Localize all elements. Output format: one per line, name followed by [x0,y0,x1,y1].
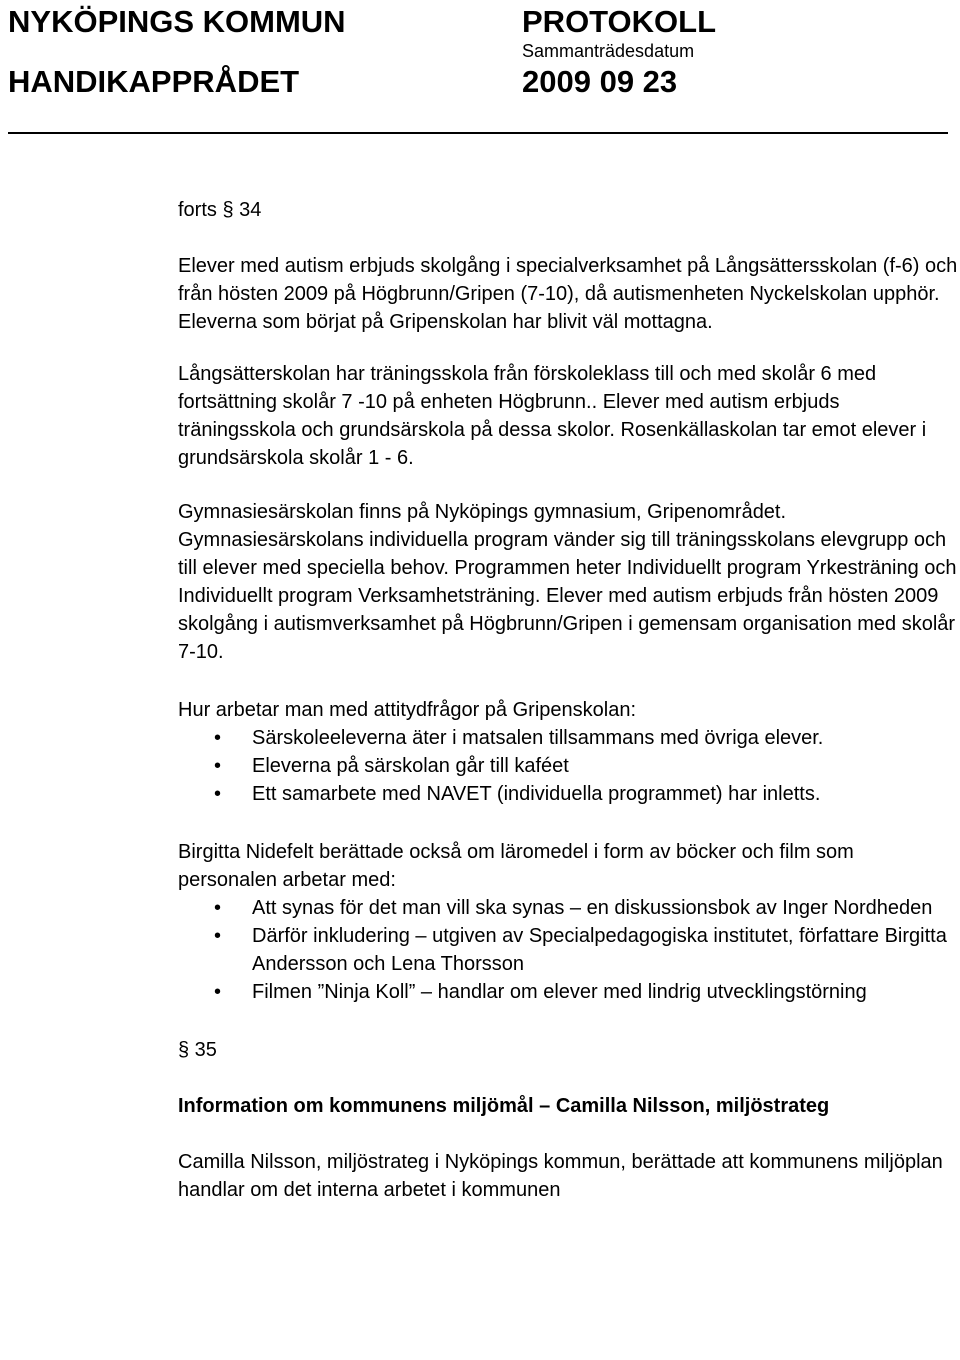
header-rule [8,132,948,134]
document-body [178,196,958,1204]
list-item: • Eleverna på särskolan går till kaféet [178,752,958,780]
meeting-date: 2009 09 23 [522,64,678,99]
bullet-icon: • [214,727,222,749]
bullet-icon: • [214,925,222,947]
bullet-icon: • [214,981,222,1003]
attitude-questions-intro: Hur arbetar man med attitydfrågor på Gripenskolan: [178,699,636,721]
teaching-materials-intro: Birgitta Nidefelt berättade också om läromedel i form av böcker och film som personalen arbetar med: [178,841,854,891]
document-type: PROTOKOLL [522,4,717,39]
attitude-list [178,724,958,808]
section-35-heading: Information om kommunens miljömål – Camilla Nilsson, miljöstrateg [178,1095,830,1117]
list-item: • Ett samarbete med NAVET (individuella programmet) har inletts. [178,780,958,808]
date-label: Sammanträdesdatum [522,41,695,61]
bullet-icon: • [214,897,222,919]
section-35-number: § 35 [178,1039,217,1061]
list-item: • Därför inkludering – utgiven av Specialpedagogiska institutet, författare Birgitta Andersson och Lena Thorsson [178,922,958,978]
bullet-icon: • [214,755,222,777]
paragraph-upper-secondary: Gymnasiesärskolan finns på Nyköpings gymnasium, Gripenområdet. Gymnasiesärskolans individuella program vänder sig till träningsskolans elevgrupp och till elever med speciella behov. Programmen heter Individuellt program Yrkesträning och Individuellt program Verksamhetsträning. Elever med autism erbjuds från hösten 2009 skolgång i autismverksamhet på Högbrunn/Gripen i gemensam organisation med skolår 7-10. [178,501,957,663]
teaching-materials-list [178,894,958,1006]
paragraph-training-school: Långsätterskolan har träningsskola från förskoleklass till och med skolår 6 med fortsättning skolår 7 -10 på enheten Högbrunn.. Elever med autism erbjuds träningsskola och grundsärskola på dessa skolor. Rosenkällaskolan tar emot elever i grundsärskola skolår 1 - 6. [178,363,927,469]
bullet-icon: • [214,783,222,805]
continued-section-heading: forts § 34 [178,199,262,221]
list-item: • Filmen ”Ninja Koll” – handlar om elever med lindrig utvecklingstörning [178,978,958,1006]
list-item: • Att synas för det man vill ska synas – en diskussionsbok av Inger Nordheden [178,894,958,922]
council-title: HANDIKAPPRÅDET [8,64,300,99]
list-item: • Särskoleeleverna äter i matsalen tillsammans med övriga elever. [178,724,958,752]
paragraph-autism-schooling: Elever med autism erbjuds skolgång i specialverksamhet på Långsättersskolan (f-6) och från hösten 2009 på Högbrunn/Gripen (7-10), då autismenheten Nyckelskolan upphör. Eleverna som börjat på Gripenskolan har blivit väl mottagna. [178,255,958,333]
municipality-title: NYKÖPINGS KOMMUN [8,4,346,39]
paragraph-environment-plan: Camilla Nilsson, miljöstrateg i Nyköpings kommun, berättade att kommunens miljöplan handlar om det interna arbetet i kommunen [178,1151,943,1201]
